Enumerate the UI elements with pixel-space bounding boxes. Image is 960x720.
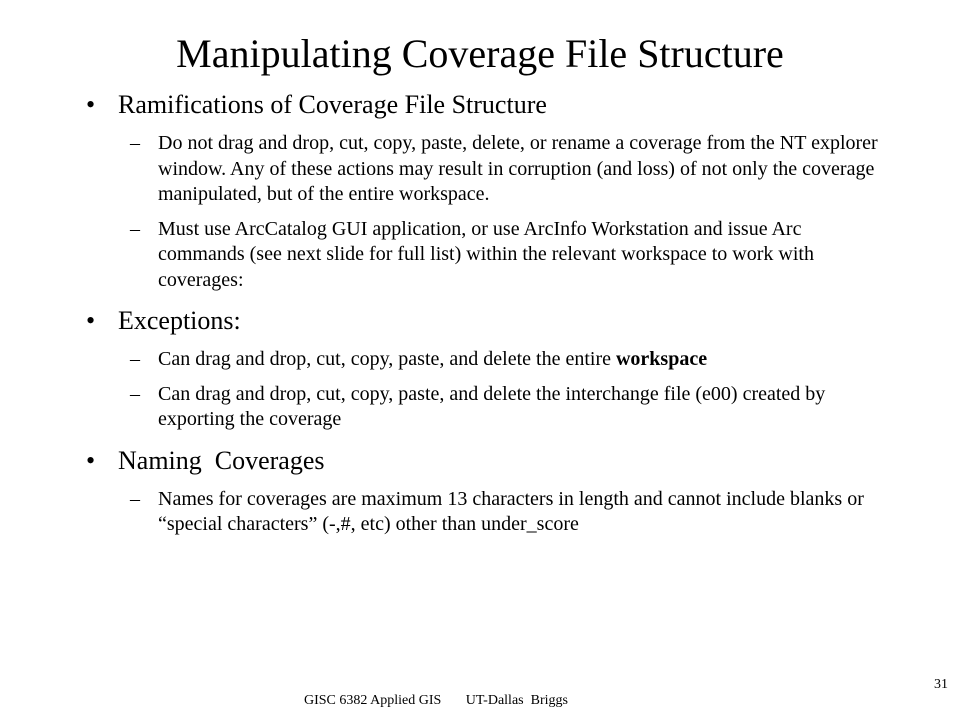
- dash-icon: –: [130, 217, 140, 240]
- slide-title: Manipulating Coverage File Structure: [176, 31, 784, 76]
- dash-icon: –: [130, 132, 140, 154]
- slide-content: [84, 88, 884, 538]
- subitem-text: Must use ArcCatalog GUI application, or use ArcInfo Workstation and issue Arc commands (see next slide for full list) within the relevant workspace to work with coverages:: [158, 217, 814, 291]
- bullet-text: Exceptions:: [118, 306, 241, 335]
- bullet-naming-coverages: [84, 444, 884, 478]
- bullet-text: Naming Coverages: [118, 445, 325, 475]
- bullet-exceptions: [84, 304, 884, 338]
- dash-icon: –: [130, 487, 140, 510]
- footer-course: GISC 6382 Applied GIS: [304, 693, 442, 708]
- slide-footer: [304, 692, 568, 710]
- subitem-no-explorer: [84, 131, 884, 208]
- dash-icon: –: [130, 348, 140, 370]
- subitem-text: Can drag and drop, cut, copy, paste, and delete the entire: [158, 348, 616, 370]
- footer-institution: UT-Dallas Briggs: [465, 693, 568, 708]
- bullet-icon: •: [86, 306, 96, 335]
- bullet-icon: •: [86, 90, 96, 119]
- bullet-text: Ramifications of Coverage File Structure: [118, 90, 547, 119]
- bullet-ramifications: [84, 88, 884, 122]
- subitem-naming-rules: [84, 487, 884, 538]
- subitem-text: Names for coverages are maximum 13 characters in length and cannot include blanks or “special characters” (-,#, etc) other than under_score: [158, 487, 864, 535]
- subitem-workspace-exception: [84, 347, 884, 373]
- dash-icon: –: [130, 382, 140, 405]
- subitem-interchange-exception: [84, 382, 884, 433]
- bullet-icon: •: [86, 445, 96, 475]
- subitem-text: Do not drag and drop, cut, copy, paste, delete, or rename a coverage from the NT explorer window. Any of these actions may result in corruption (and loss) of not only the coverage manipulated, but of the entire workspace.: [158, 132, 878, 205]
- subitem-use-arccatalog: [84, 217, 884, 294]
- page-number: 31: [934, 677, 948, 692]
- subitem-emphasis: workspace: [615, 348, 708, 370]
- subitem-text: Can drag and drop, cut, copy, paste, and delete the interchange file (e00) created by exporting the coverage: [158, 382, 826, 430]
